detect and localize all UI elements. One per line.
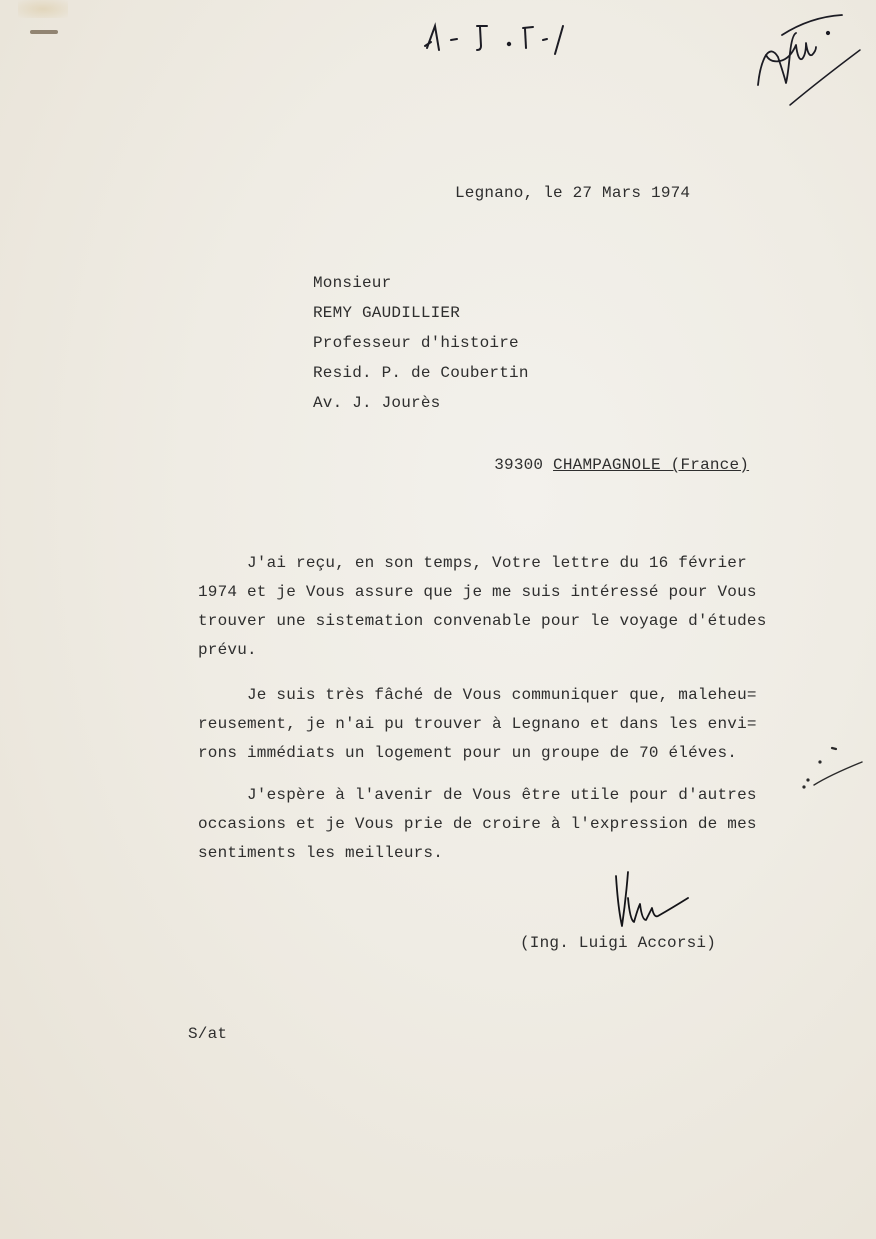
handwritten-reference-number [405, 18, 595, 63]
body-line: sentiments les meilleurs. [198, 844, 444, 862]
recipient-name: REMY GAUDILLIER [313, 304, 461, 322]
handwritten-annotation-atti [750, 5, 870, 110]
paper-stain [18, 0, 68, 18]
reference-initials: S/at [188, 1025, 228, 1043]
recipient-address-line2: Av. J. Jourès [313, 394, 441, 412]
body-line: J'espère à l'avenir de Vous être utile pour d'autres [198, 786, 757, 804]
body-line: Je suis très fâché de Vous communiquer que, maleheu= [198, 686, 757, 704]
margin-mark [800, 740, 870, 790]
body-line: reusement, je n'ai pu trouver à Legnano et dans les envi= [198, 715, 757, 733]
signature-icon [612, 868, 697, 933]
recipient-city-line [455, 435, 749, 495]
recipient-address-line1: Resid. P. de Coubertin [313, 364, 529, 382]
recipient-salutation: Monsieur [313, 274, 392, 292]
body-line: occasions et je Vous prie de croire à l'expression de mes [198, 815, 757, 833]
signature-scribble [612, 868, 697, 933]
date-line: Legnano, le 27 Mars 1974 [455, 184, 691, 202]
margin-scribble-icon [800, 740, 870, 790]
recipient-postal-code: 39300 [494, 456, 544, 474]
signed-name: (Ing. Luigi Accorsi) [520, 934, 717, 952]
body-line: 1974 et je Vous assure que je me suis intéressé pour Vous [198, 583, 757, 601]
recipient-title: Professeur d'histoire [313, 334, 519, 352]
body-line: J'ai reçu, en son temps, Votre lettre du 16 février [198, 554, 747, 572]
body-line: prévu. [198, 641, 257, 659]
corner-mark [30, 30, 58, 34]
body-line: trouver une sistemation convenable pour le voyage d'études [198, 612, 767, 630]
recipient-city-country: CHAMPAGNOLE (France) [553, 456, 750, 474]
atti-scribble [750, 5, 870, 110]
handwritten-reference-glyphs [405, 18, 595, 63]
body-line: rons immédiats un logement pour un groupe de 70 éléves. [198, 744, 738, 762]
